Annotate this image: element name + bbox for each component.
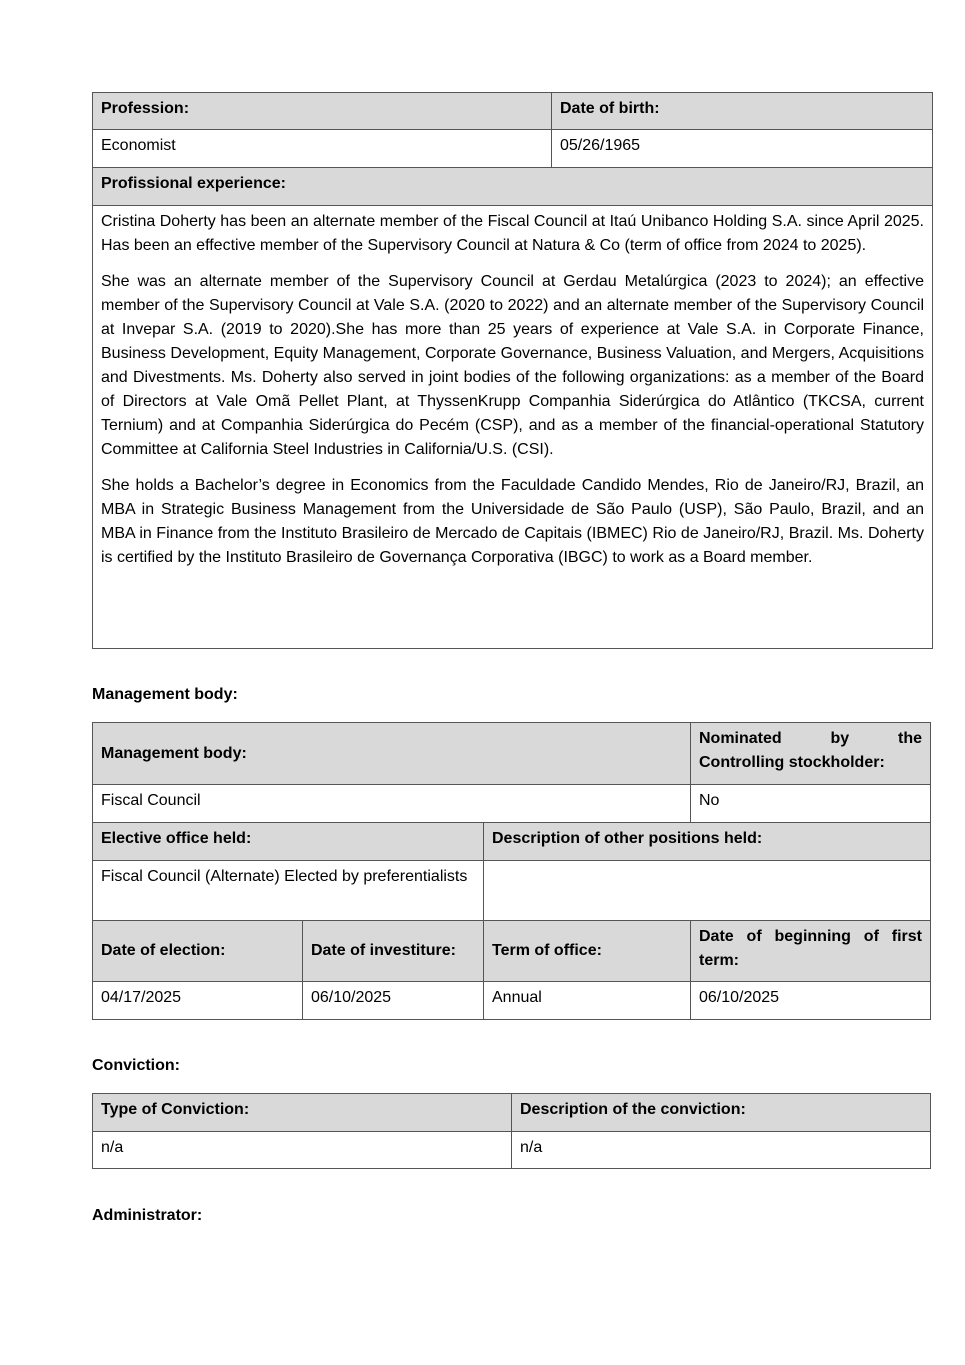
first-term-value: 06/10/2025 (691, 982, 931, 1020)
election-date-value: 04/17/2025 (93, 982, 303, 1020)
experience-paragraph: She holds a Bachelor’s degree in Economics from the Faculdade Candido Mendes, Rio de Janeiro/RJ, Brazil, an MBA in Strategic Business Management from the Universidade de São Paulo (USP), São Paulo, Brazil, and an MBA in Finance from the Instituto Brasileiro de Mercado de Capitais (IBMEC) Rio de Janeiro/RJ, Brazil. Ms. Doherty is certified by the Instituto Brasileiro de Governança Corporativa (IBGC) to work as a Board member. (101, 477, 924, 566)
term-value: Annual (484, 982, 691, 1020)
other-positions-value (484, 861, 931, 921)
profile-table (92, 92, 933, 649)
conviction-type-value: n/a (93, 1132, 512, 1169)
term-label: Term of office: (484, 921, 691, 982)
profession-value: Economist (93, 130, 552, 168)
management-body-label: Management body: (93, 723, 691, 785)
election-date-label: Date of election: (93, 921, 303, 982)
investiture-date-value: 06/10/2025 (303, 982, 484, 1020)
conviction-table (92, 1093, 931, 1169)
elective-label: Elective office held: (93, 823, 484, 861)
conviction-desc-label: Description of the conviction: (512, 1094, 931, 1132)
experience-paragraph: Cristina Doherty has been an alternate member of the Fiscal Council at Itaú Unibanco Holding S.A. since April 2025. Has been an effective member of the Supervisory Council at Natura & Co (term of office from 2024 to 2025). (101, 213, 924, 254)
management-table (92, 722, 931, 1020)
profession-label: Profession: (93, 93, 552, 130)
other-positions-label: Description of other positions held: (484, 823, 931, 861)
administrator-section-title: Administrator: (92, 1207, 203, 1224)
dob-label: Date of birth: (552, 93, 933, 130)
nominated-label: Nominated by the Controlling stockholder: (691, 723, 931, 785)
conviction-type-label: Type of Conviction: (93, 1094, 512, 1132)
investiture-date-label: Date of investiture: (303, 921, 484, 982)
first-term-label: Date of beginning of first term: (691, 921, 931, 982)
management-section-title: Management body: (92, 686, 238, 703)
dob-value: 05/26/1965 (552, 130, 933, 168)
conviction-section-title: Conviction: (92, 1057, 180, 1074)
conviction-desc-value: n/a (512, 1132, 931, 1169)
management-body-value: Fiscal Council (93, 785, 691, 823)
elective-value: Fiscal Council (Alternate) Elected by preferentialists (93, 861, 484, 921)
experience-label: Profissional experience: (93, 168, 933, 206)
nominated-value: No (691, 785, 931, 823)
experience-paragraph: She was an alternate member of the Supervisory Council at Gerdau Metalúrgica (2023 to 2024); an effective member of the Supervisory Council at Vale S.A. (2020 to 2022) and an alternate member of the Supervisory Council at Invepar S.A. (2019 to 2020).She has more than 25 years of experience at Vale S.A. in Corporate Finance, Business Development, Equity Management, Corporate Governance, Business Valuation, and Mergers, Acquisitions and Divestments. Ms. Doherty also served in joint bodies of the following organizations: as a member of the Board of Directors at Vale Omã Pellet Plant, at ThyssenKrupp Companhia Siderúrgica do Atlântico (TKCSA, current Ternium) and at Companhia Siderúrgica do Pecém (CSP), and as a member of the financial-operational Statutory Committee at California Steel Industries in California/U.S. (CSI). (101, 273, 924, 458)
experience-text (93, 206, 933, 649)
